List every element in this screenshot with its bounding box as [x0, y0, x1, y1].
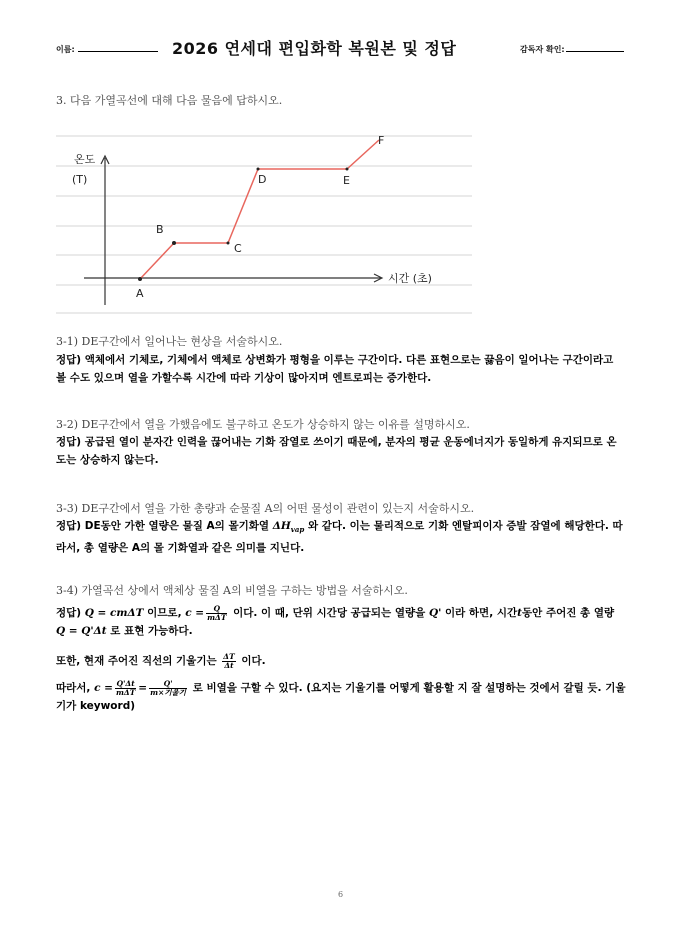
point-c-label: C [234, 242, 242, 255]
supervisor-field-line [566, 51, 624, 52]
question-3-3-answer: 정답) DE동안 가한 열량은 물질 A의 몰기화열 $\Delta H_{vap}$ 와 같다. 이는 물리적으로 기화 엔탈피이자 증발 잠열에 해당한다. 따라서, 총 열량은 A의 몰 기화열과 같은 의미를 지닌다. [56, 520, 623, 555]
question-3-1-answer: 정답) 액체에서 기체로, 기체에서 액체로 상변화가 평형을 이루는 구간이다. 다른 표현으로는 끓음이 일어나는 구간이라고 볼 수도 있으며 열을 가할수록 시간에 따라 기상이 많아지며 엔트로피는 증가한다. [56, 354, 614, 384]
point-a-dot [138, 277, 142, 281]
point-b-label: B [156, 223, 164, 236]
point-a-label: A [136, 287, 144, 300]
name-field-line [78, 51, 158, 52]
question-3-2-answer: 정답) 공급된 열이 분자간 인력을 끊어내는 기화 잠열로 쓰이기 때문에, 분자의 평균 운동에너지가 동일하게 유지되므로 온도는 상승하지 않는다. [56, 436, 617, 466]
ruled-lines [56, 136, 472, 313]
point-f-label: F [378, 134, 385, 147]
y-axis-label: 온도 [74, 153, 96, 166]
question-3-4-answer-line-2: 또한, 현재 주어진 직선의 기울기는 $\frac{\Delta T}{\Delta t}$ 이다. [56, 651, 266, 670]
question-3-4-prompt: 3-4) 가열곡선 상에서 액체상 물질 A의 비열을 구하는 방법을 서술하시오. [56, 584, 408, 597]
point-d-label: D [258, 173, 267, 186]
point-e-dot [346, 168, 349, 171]
point-e-label: E [343, 174, 350, 187]
y-axis-unit: (T) [72, 173, 88, 186]
question-3-2-prompt: 3-2) DE구간에서 열을 가했음에도 불구하고 온도가 상승하지 않는 이유를 설명하시오. [56, 418, 470, 431]
question-3-4-answer-line-1: 정답) Q = cmΔT 이므로, c = $\frac{Q}{\text{mΔT}}$ 이다. 이 때, 단위 시간당 공급되는 열량을 Q' 이라 하면, 시간t동안 주어진 총 열량 Q = Q'Δt 로 표현 가능하다. [56, 603, 615, 637]
name-label: 이름: [56, 45, 75, 54]
heating-curve-graph [56, 130, 472, 315]
question-3-prompt: 3. 다음 가열곡선에 대해 다음 물음에 답하시오. [56, 94, 283, 107]
point-d-dot [257, 168, 260, 171]
page-number: 6 [337, 890, 344, 899]
enthalpy-symbol: $\Delta H_{vap}$ [272, 520, 305, 535]
point-b-dot [172, 241, 176, 245]
fraction-slope: $\frac{\Delta T}{\Delta t}$ [223, 651, 235, 670]
point-c-dot [227, 242, 230, 245]
heating-curve-line [140, 140, 379, 279]
fraction-q-over-slope: $\frac{Q'}{\text{m×기울기}}$ [150, 678, 187, 697]
x-axis-label: 시간 (초) [388, 272, 432, 285]
question-3-3-prompt: 3-3) DE구간에서 열을 가한 총량과 순물질 A의 어떤 물성이 관련이 있는지 서술하시오. [56, 502, 475, 515]
supervisor-label: 감독자 확인: [520, 45, 565, 54]
question-3-1-prompt: 3-1) DE구간에서 일어나는 현상을 서술하시오. [56, 335, 283, 348]
question-3-4-answer-line-3: 따라서, c = $\frac{Q'\Delta t}{\text{mΔT}}$ = $\frac{Q'}{\text{m×기울기}}$ 로 비열을 구할 수 있다. (요지는 기울기를 어떻게 활용할 지 잘 설명하는 것에서 갈릴 듯. 기울기가 keyword) [56, 678, 626, 712]
fraction-qdt-over-mdt: $\frac{Q'\Delta t}{\text{mΔT}}$ [115, 678, 136, 697]
curve-points [138, 168, 349, 282]
fraction-q-over-mdt: $\frac{Q}{\text{mΔT}}$ [207, 603, 227, 622]
page-title: 2026 연세대 편입화학 복원본 및 정답 [172, 39, 457, 58]
